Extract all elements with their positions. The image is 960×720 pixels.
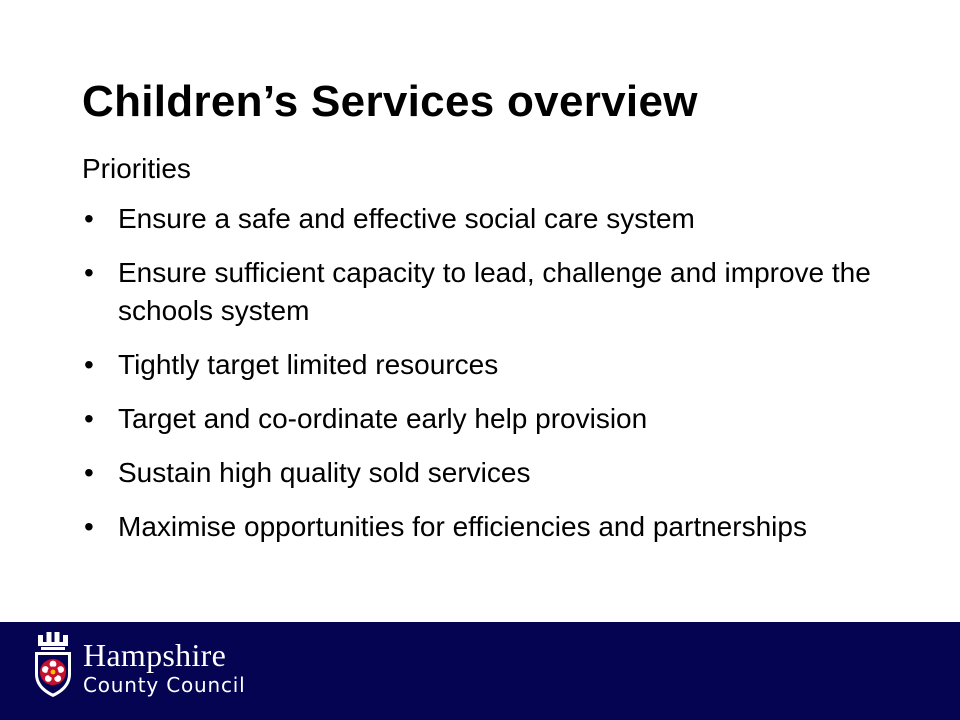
- list-item: [82, 508, 882, 546]
- organisation-subname: County Council: [83, 673, 246, 697]
- bullet-icon: •: [84, 203, 94, 234]
- organisation-logo-text: [83, 637, 245, 697]
- list-item: [82, 254, 882, 330]
- bullet-icon: •: [84, 457, 94, 488]
- list-item-text: Sustain high quality sold services: [118, 457, 531, 488]
- list-item: [82, 454, 882, 492]
- list-item-text: Target and co-ordinate early help provision: [118, 403, 648, 434]
- slide-title: Children’s Services overview: [82, 77, 698, 126]
- bullet-icon: •: [84, 403, 94, 434]
- list-item-text: Maximise opportunities for efficiencies and partnerships: [118, 511, 807, 542]
- list-item: [82, 200, 882, 238]
- list-item-text: Ensure sufficient capacity to lead, challenge and improve the schools system: [118, 257, 871, 326]
- priorities-heading: Priorities: [82, 153, 191, 184]
- list-item: [82, 400, 882, 438]
- organisation-name: Hampshire: [83, 637, 227, 673]
- hampshire-crest-icon: [32, 628, 74, 700]
- list-item-text: Tightly target limited resources: [118, 349, 499, 380]
- bullet-icon: •: [84, 349, 94, 380]
- bullet-icon: •: [84, 511, 94, 542]
- list-item-text: Ensure a safe and effective social care system: [118, 203, 695, 234]
- priorities-list: [82, 200, 882, 562]
- bullet-icon: •: [84, 257, 94, 288]
- list-item: [82, 346, 882, 384]
